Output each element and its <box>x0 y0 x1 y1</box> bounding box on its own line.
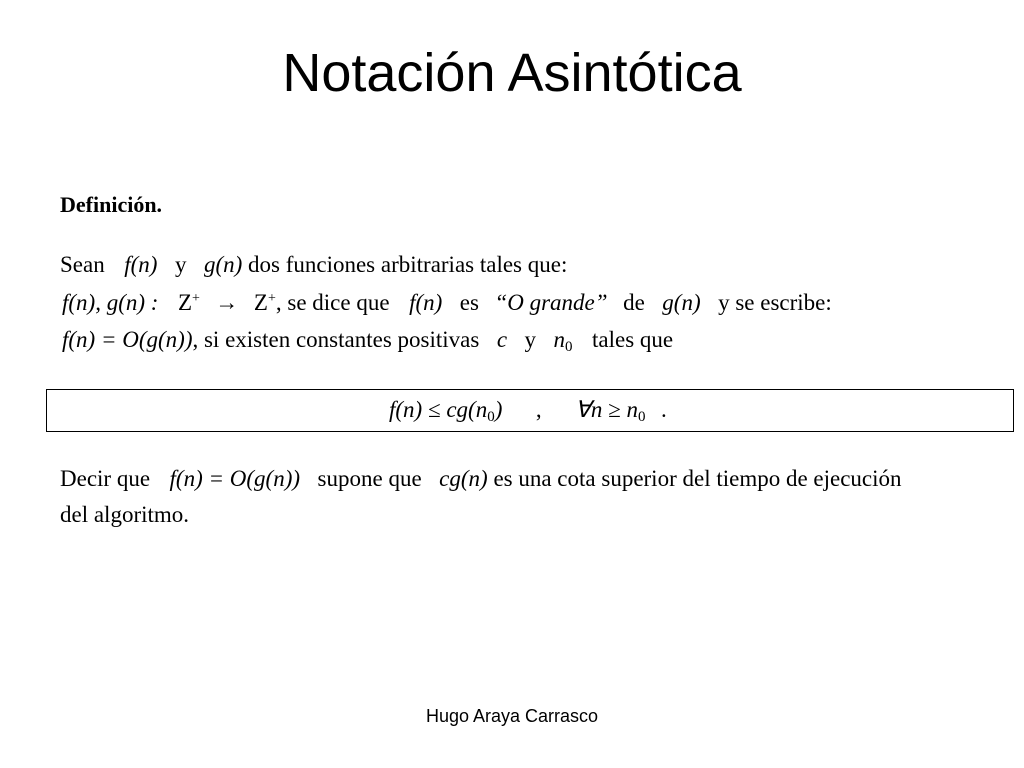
big-o-formula: f(n) = O(g(n)) <box>169 466 301 491</box>
y-text: y <box>174 252 187 277</box>
se-dice-que-text: , se dice que <box>275 290 390 315</box>
boxed-formula: $f(n) \le cg(n_0)$ , ∀n ≥ $n_0$ . <box>389 397 667 425</box>
supone-que-text: supone que <box>317 466 422 491</box>
slide-title: Notación Asintótica <box>282 43 742 103</box>
f-of-n: f(n) <box>124 252 158 277</box>
footer-author: Hugo Araya Carrasco <box>425 706 599 726</box>
g-of-n: g(n) <box>203 252 243 277</box>
line1-text: dos funciones arbitrarias tales que: <box>248 252 568 277</box>
z-to: Z+ <box>253 290 276 315</box>
sean-text: Sean <box>60 252 105 277</box>
definition-line-3 <box>62 325 673 355</box>
si-existen-text: , si existen constantes positivas <box>192 327 480 352</box>
description-line-2: del algoritmo. <box>60 502 190 527</box>
tales-que-text: tales que <box>592 327 674 352</box>
definition-heading: Definición. <box>60 192 163 217</box>
constant-n0: $n_0$ <box>553 327 573 355</box>
g-of-n: g(n) <box>662 290 701 315</box>
f-g-domain: f(n), g(n) : <box>62 290 159 315</box>
y-se-escribe-text: y se escribe: <box>718 290 832 315</box>
forall-clause: ∀n ≥ n <box>575 397 638 422</box>
arrow-icon: → <box>215 290 239 315</box>
de-text: de <box>623 290 645 315</box>
f-of-n: f(n) <box>409 290 443 315</box>
constant-c: c <box>496 327 508 352</box>
big-o-formula: f(n) = O(g(n)) <box>62 327 193 352</box>
o-grande-text: “O grande” <box>494 290 608 315</box>
decir-que-text: Decir que <box>60 466 151 491</box>
es-text: es <box>459 290 479 315</box>
cg-of-n: cg(n) <box>439 466 488 491</box>
formula-box <box>46 389 1014 432</box>
z-from: Z+ <box>177 290 200 315</box>
definition-line-2 <box>62 288 832 318</box>
y-text: y <box>524 327 537 352</box>
cota-superior-text: es una cota superior del tiempo de ejecución <box>493 466 902 491</box>
definition-line-1 <box>60 250 567 280</box>
description-line-1 <box>60 464 902 494</box>
